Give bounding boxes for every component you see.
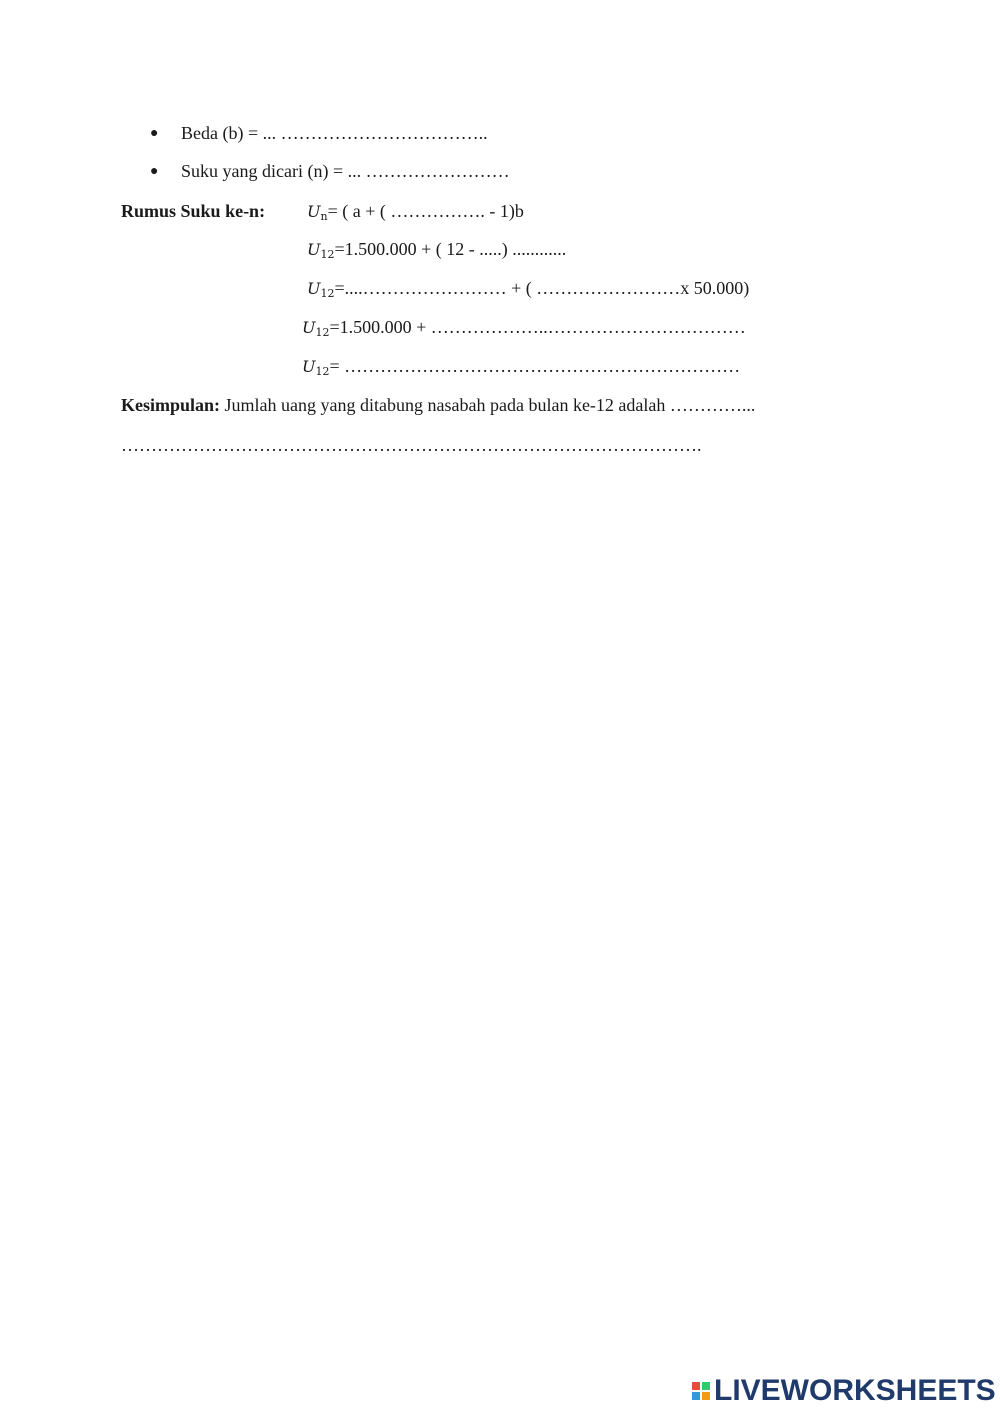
liveworksheets-logo [692,1374,996,1408]
formula-variable: $U_{12}$ [307,240,335,261]
kesimpulan-text: Jumlah uang yang ditabung nasabah pada bulan ke-12 adalah …………... [220,395,756,415]
formula-line-1: $U_n=$ ( a + ( ……………. - 1)b [307,201,524,223]
bullet-icon: ● [150,126,159,141]
bullet-suku-dicari: Suku yang dicari (n) = ... …………………… [181,161,510,181]
formula-line-4: $U_{12}=1.500.000$ + ………………..…………………………… [302,317,746,339]
kesimpulan-label: Kesimpulan: [121,395,221,415]
formula-variable: $U_{12}$ [302,318,330,339]
logo-squares-icon [692,1382,710,1400]
logo-text: LIVEWORKSHEETS [714,1374,996,1407]
answer-dotted-line: ……………………………………………………………………………………. [121,435,702,455]
formula-variable: $U_{12}$ [302,357,330,378]
formula-line-5: $U_{12}=$ ………………………………………………………… [302,356,741,378]
bullet-icon: ● [150,164,159,179]
bullet-beda: Beda (b) = ... …………………………….. [181,123,488,143]
kesimpulan-line [121,394,755,416]
formula-line-3: $U_{12}=....\dots\dots\dots\dots\dots\dots\dots\dots$ + ( ……………………x 50.000) [307,278,750,300]
formula-line-2: $U_{12}=1.500.000$ + ( 12 - .....) ............ [307,239,567,261]
formula-variable: $U_n$ [307,202,328,223]
formula-variable: $U_{12}$ [307,279,335,300]
rumus-label: Rumus Suku ke-n: [121,201,266,221]
